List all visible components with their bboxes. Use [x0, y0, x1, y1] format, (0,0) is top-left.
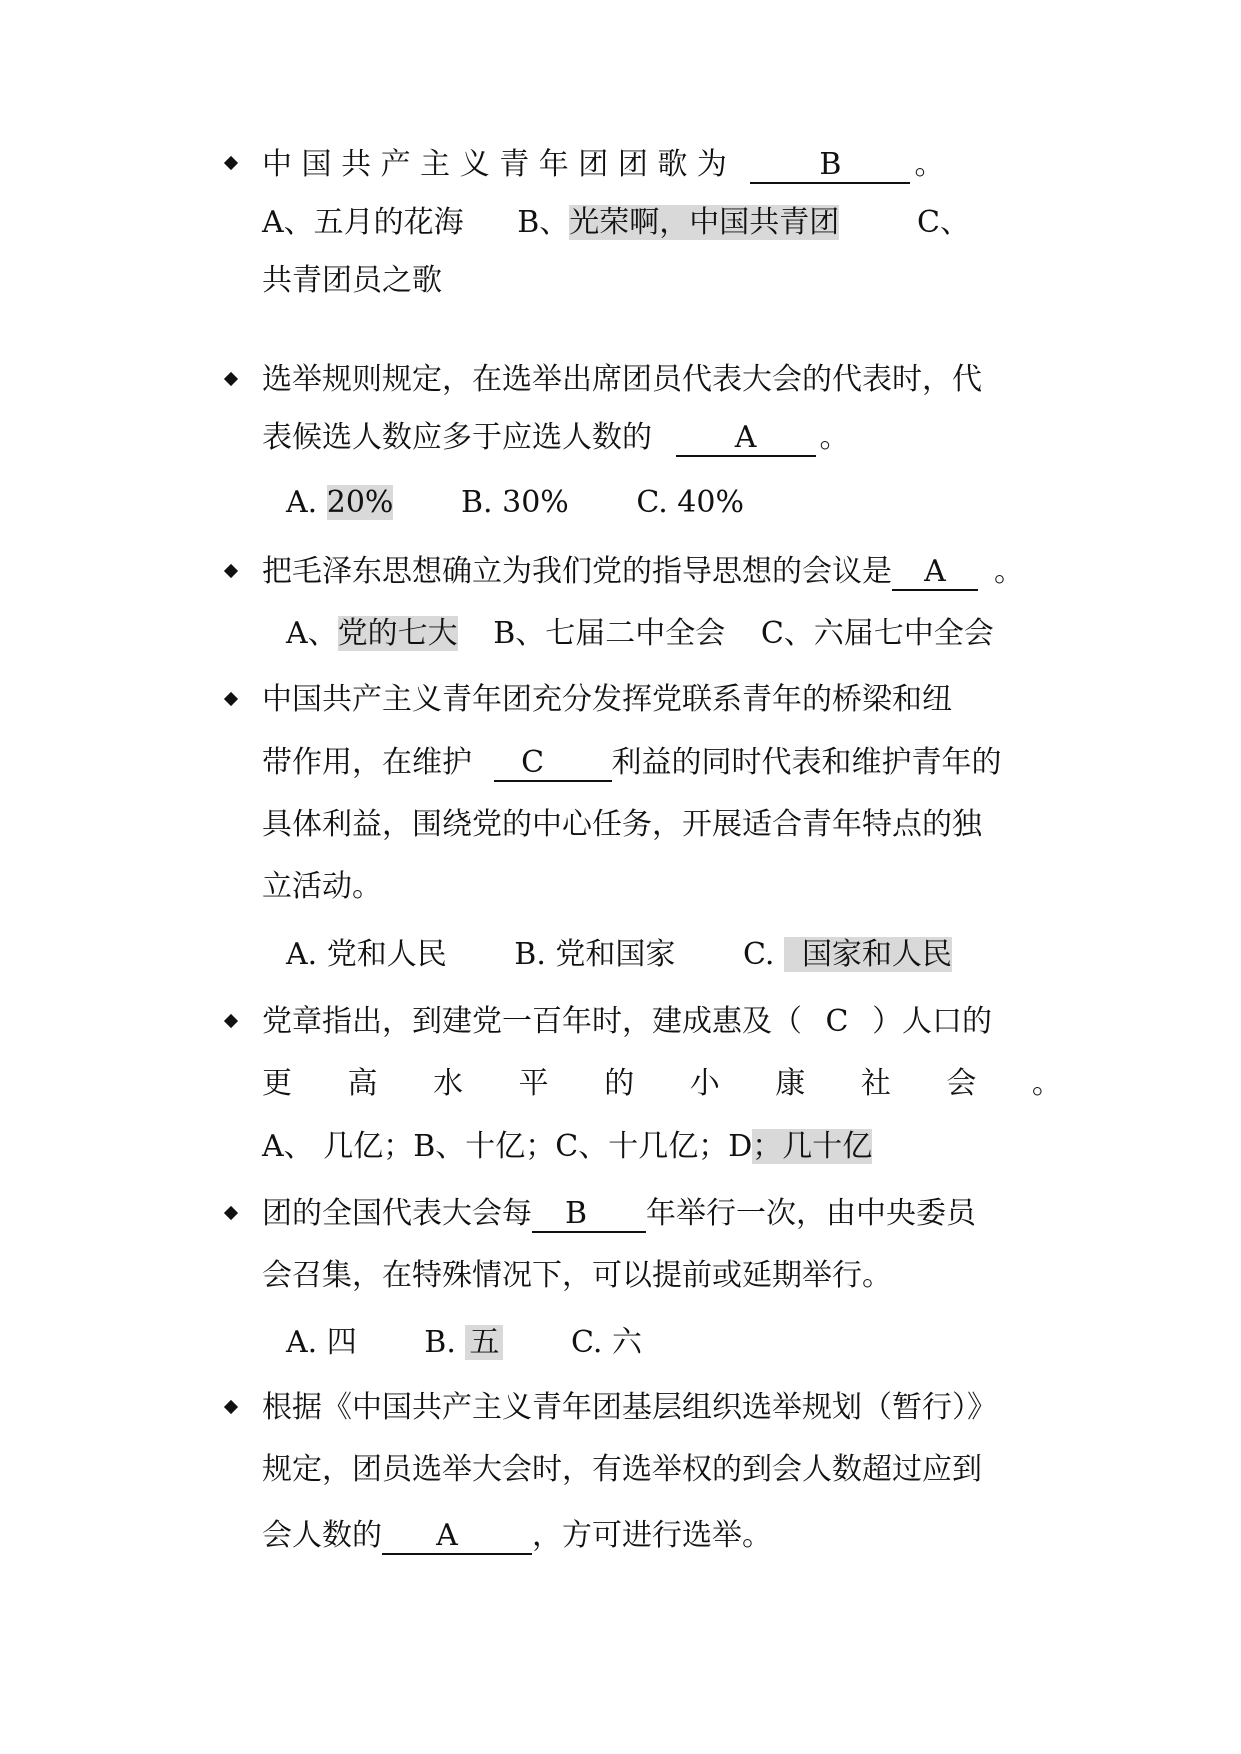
question-7-text: 会人数的 — [262, 1518, 382, 1553]
question-7-answer-blank — [382, 1519, 532, 1555]
question-5-stem-line-1 — [262, 1002, 992, 1042]
question-1-option-c-label: C、 — [917, 205, 970, 240]
question-5-option-d-text: ；几十亿 — [752, 1129, 873, 1164]
question-2-option-c: C. 40% — [636, 485, 744, 520]
question-5-char: 高 — [347, 1066, 378, 1101]
question-4-answer-blank — [494, 746, 612, 782]
question-6-stem-line-2: 会召集，在特殊情况下，可以提前或延期举行。 — [262, 1258, 892, 1293]
question-1-stem — [262, 145, 944, 185]
question-1-answer-blank — [750, 148, 910, 184]
question-2-option-a-text: 20% — [326, 485, 394, 520]
question-1-options — [262, 203, 970, 243]
question-6-option-c: C. 六 — [570, 1325, 642, 1360]
question-5-options-text: A、 几亿；B、十亿；C、十几亿；D — [262, 1129, 753, 1164]
bullet-icon — [224, 372, 238, 386]
question-6-text-cont: 年举行一次，由中央委员 — [646, 1196, 976, 1231]
bullet-icon — [224, 1400, 238, 1414]
question-7-answer: A — [436, 1518, 458, 1553]
bullet-icon — [224, 156, 238, 170]
question-2-options — [286, 483, 744, 523]
question-3-options — [286, 614, 994, 654]
bullet-icon — [224, 692, 238, 706]
question-7-stem-line-1: 根据《中国共产主义青年团基层组织选举规划（暂行）》 — [262, 1390, 997, 1425]
question-1-option-b-text: 光荣啊，中国共青团 — [569, 205, 840, 240]
question-5-answer: C — [825, 1004, 849, 1039]
question-2-answer: A — [734, 420, 757, 455]
question-4-option-a: A. 党和人民 — [286, 937, 447, 972]
question-3-option-a-label: A、 — [286, 616, 338, 651]
bullet-icon — [224, 1206, 238, 1220]
question-2-option-a-label: A. — [286, 485, 318, 520]
question-3-answer: A — [924, 554, 946, 589]
question-3-text: 把毛泽东思想确立为我们党的指导思想的会议是 — [262, 554, 892, 589]
question-6-answer-blank — [532, 1197, 646, 1233]
question-4-option-c-label: C. — [742, 937, 775, 972]
question-3-option-c: C、六届七中全会 — [760, 616, 994, 651]
question-6-stem-line-1 — [262, 1194, 976, 1234]
question-6-option-a: A. 四 — [286, 1325, 357, 1360]
question-1-end: 。 — [914, 147, 945, 182]
question-1-option-b-label: B、 — [517, 205, 570, 240]
question-3-stem — [262, 552, 1024, 592]
question-6-options — [286, 1323, 642, 1363]
question-2-stem-line-1: 选举规则规定，在选举出席团员代表大会的代表时，代 — [262, 362, 982, 397]
question-4-stem-line-2 — [262, 743, 1002, 783]
question-5-char: 平 — [518, 1066, 549, 1101]
question-6-answer: B — [564, 1196, 588, 1231]
question-2-end: 。 — [819, 420, 850, 455]
question-3-option-a-text: 党的七大 — [337, 616, 458, 651]
question-5-text: 党章指出，到建党一百年时，建成惠及（ — [262, 1004, 802, 1039]
question-2-option-b: B. 30% — [460, 485, 569, 520]
question-2-stem-line-2 — [262, 418, 850, 458]
question-4-stem-line-1: 中国共产主义青年团充分发挥党联系青年的桥梁和纽 — [262, 682, 952, 717]
question-5-options — [262, 1127, 872, 1167]
question-2-text: 表候选人数应多于应选人数的 — [262, 420, 652, 455]
question-6-option-b-label: B. — [424, 1325, 456, 1360]
question-5-text-cont: ）人口的 — [872, 1004, 993, 1039]
question-3-option-b: B、七届二中全会 — [493, 616, 726, 651]
question-4-option-b: B. 党和国家 — [514, 937, 676, 972]
bullet-icon — [224, 1014, 238, 1028]
question-5-char: 会 — [946, 1066, 977, 1101]
question-5-char: 的 — [604, 1066, 635, 1101]
question-5-char: 水 — [433, 1066, 464, 1101]
question-3-answer-blank — [892, 555, 978, 591]
question-4-stem-line-3: 具体利益，围绕党的中心任务，开展适合青年特点的独 — [262, 807, 982, 842]
question-5-char: 。 — [1031, 1066, 1062, 1101]
question-4-text: 带作用，在维护 — [262, 745, 472, 780]
question-6-text: 团的全国代表大会每 — [262, 1196, 532, 1231]
question-1-answer: B — [819, 147, 842, 182]
question-7-end: ，方可进行选举。 — [532, 1518, 772, 1553]
question-5-char: 社 — [860, 1066, 891, 1101]
bullet-icon — [224, 564, 238, 578]
question-4-options — [286, 935, 952, 975]
question-4-stem-line-4: 立活动。 — [262, 869, 382, 904]
question-5-char: 更 — [262, 1066, 292, 1101]
question-7-stem-line-3 — [262, 1516, 772, 1556]
question-4-answer: C — [521, 745, 545, 780]
question-5-stem-line-2 — [262, 1064, 1062, 1104]
question-6-option-b-text: 五 — [465, 1325, 503, 1360]
question-4-text-cont: 利益的同时代表和维护青年的 — [611, 745, 1002, 780]
question-1-option-a: A、五月的花海 — [262, 205, 464, 240]
question-2-answer-blank — [676, 421, 816, 457]
question-5-char: 小 — [689, 1066, 720, 1101]
question-7-stem-line-2: 规定，团员选举大会时，有选举权的到会人数超过应到 — [262, 1452, 982, 1487]
question-3-end: 。 — [994, 554, 1024, 589]
question-5-char: 康 — [775, 1066, 806, 1101]
question-1-option-c: 共青团员之歌 — [262, 263, 442, 298]
question-4-option-c-text: 国家和人民 — [784, 937, 952, 972]
question-1-text: 中 国 共 产 主 义 青 年 团 团 歌 为 — [262, 147, 727, 182]
